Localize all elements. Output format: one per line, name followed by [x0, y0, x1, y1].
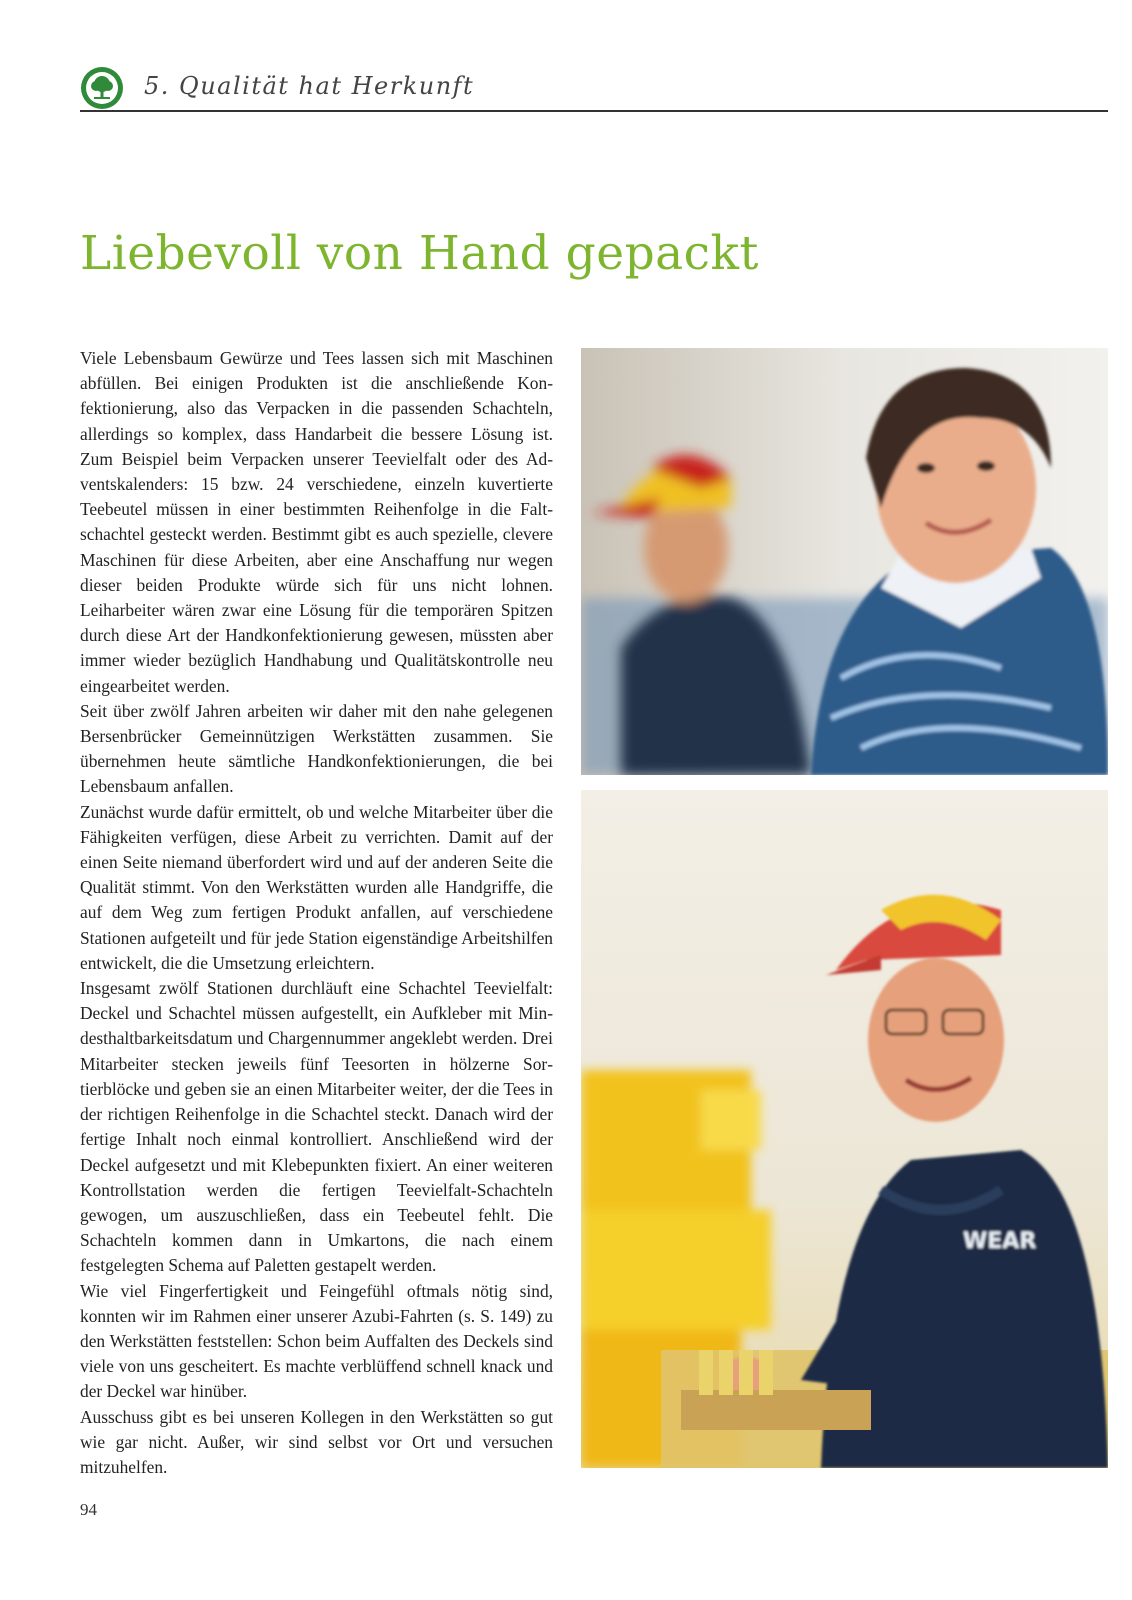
paragraph: Viele Lebensbaum Gewürze und Tees lassen sich mit Maschinen abfüllen. Bei einigen Produkten ist die anschließende Konfektionierung, also das Verpacken in die passenden Schachteln, allerdings so komplex, dass Handarbeit die bessere Lösung ist. Zum Beispiel beim Verpacken unserer Teevielfalt oder des Adventskalenders: 15 bzw. 24 verschiedene, einzeln kuvertierte Teebeutel müssen in einer bestimmten Reihenfolge in die Faltschachtel gesteckt werden. Bestimmt gibt es auch spezielle, clevere Maschinen für diese Arbeiten, aber eine Anschaffung nur wegen dieser beiden Produkte würde sich für uns nicht lohnen. Leiharbeiter wären zwar eine Lösung für die temporären Spitzen durch diese Art der Handkonfektionierung gewesen, müssten aber immer wieder bezüglich Handhabung und Qualitätskontrolle neu eingearbeitet werden. — [80, 348, 553, 696]
tree-logo-icon — [80, 66, 124, 110]
paragraph: Insgesamt zwölf Stationen durchläuft eine Schachtel Teevielfalt: Deckel und Schachtel müssen aufgestellt, ein Aufkleber mit Mindesthaltbarkeitsdatum und Chargennummer angeklebt werden. Drei Mitarbeiter stecken jeweils fünf Teesorten in hölzerne Sortierblöcke und geben sie an einen Mitarbeiter weiter, der die Tees in der richtigen Reihenfolge in die Schachtel steckt. Danach wird der fertige Inhalt noch einmal kontrolliert. Anschließend wird der Deckel aufgesetzt und mit Klebepunkten fixiert. An einer weiteren Kontrollstation werden die fertigen Teevielfalt-Schachteln gewogen, um auszuschließen, dass ein Teebeutel fehlt. Die Schachteln kommen dann in Umkartons, die nach einem festgelegten Schema auf Paletten gestapelt werden. — [80, 978, 553, 1276]
paragraph: Ausschuss gibt es bei unseren Kollegen in den Werkstätten so gut wie gar nicht. Außer, wir sind selbst vor Ort und versuchen mitzuhelfen. — [80, 1406, 553, 1477]
paragraph: Seit über zwölf Jahren arbeiten wir daher mit den nahe gelegenen Bersenbrücker Gemeinnützigen Werkstätten zusammen. Sie übernehmen heute sämtliche Handkonfektionierungen, die bei Lebensbaum anfallen. — [80, 700, 553, 797]
shirt-logo-text: WEAR — [963, 1229, 1037, 1254]
article-title: Liebevoll von Hand gepackt — [80, 226, 759, 281]
header-rule — [80, 110, 1108, 112]
page-number: 94 — [80, 1500, 97, 1519]
paragraph: Zunächst wurde dafür ermittelt, ob und welche Mitarbeiter über die Fähigkeiten verfügen, diese Arbeit zu verrichten. Damit auf der einen Seite niemand überfordert wird und auf der anderen Seite die Qualität stimmt. Von den Werkstätten wurden alle Handgriffe, die auf dem Weg zum fertigen Produkt anfallen, auf verschiedene Stationen aufgeteilt und für jede Station eigenständige Arbeitshilfen entwickelt, die die Umsetzung erleichtern. — [80, 801, 553, 973]
paragraph: Wie viel Fingerfertigkeit und Feingefühl oftmals nötig sind, konnten wir im Rahmen einer unserer Azubi-Fahrten (s. S. 149) zu den Werkstätten feststellen: Schon beim Auffalten des Deckels sind viele von uns gescheitert. Es machte verblüffend schnell knack und der Deckel war hinüber. — [80, 1280, 553, 1402]
photo-man-workstation — [581, 790, 1108, 1468]
article-body — [80, 346, 553, 1480]
photo-woman-portrait — [581, 348, 1108, 775]
chapter-title: 5. Qualität hat Herkunft — [144, 72, 475, 100]
page-header — [80, 62, 1108, 112]
